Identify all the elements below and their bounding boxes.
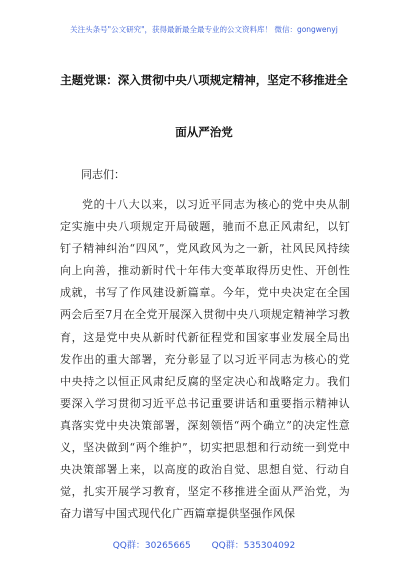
footer-qq-group-2: QQ群：535304092 <box>211 541 296 551</box>
header-note: 关注头条号"公文研究"，获得最新最全最专业的公文资料库！ 微信：gongwenyj <box>70 25 338 34</box>
document-title-line-2: 面从严治党 <box>175 125 233 139</box>
footer-qq-group-1: QQ群：30265665 <box>112 541 191 551</box>
document-title-line-1: 主题党课：深入贯彻中央八项规定精神，坚定不移推进全 <box>60 73 348 87</box>
body-paragraph: 党的十八大以来，以习近平同志为核心的党中央从制定实施中央八项规定开局破题，驰而不息正风肃纪，以钉钉子精神纠治“四风”，党风政风为之一新，社风民风持续向上向善，推动新时代十年伟大变革取得历史性、开创性成就，书写了作风建设新篇章。今年，党中央决定在全国两会后至7月在全党开展深入贯彻中央八项规定精神学习教育，这是党中央从新时代新征程党和国家事业发展全局出发作出的重大部署，充分彰显了以习近平同志为核心的党中央持之以恒正风肃纪反腐的坚定决心和战略定力。我们要深入学习贯彻习近平总书记重要讲话和重要指示精神认真落实党中央决策部署，深刻领悟“两个确立”的决定性意义，坚决做到“两个维护”，切实把思想和行动统一到党中央决策部署上来，以高度的政治自觉、思想自觉、行动自觉，扎实开展学习教育，坚定不移推进全面从严治党，为奋力谱写中国式现代化广西篇章提供坚强作风保 <box>60 198 350 521</box>
footer-contacts <box>0 538 408 551</box>
salutation: 同志们： <box>81 168 125 181</box>
